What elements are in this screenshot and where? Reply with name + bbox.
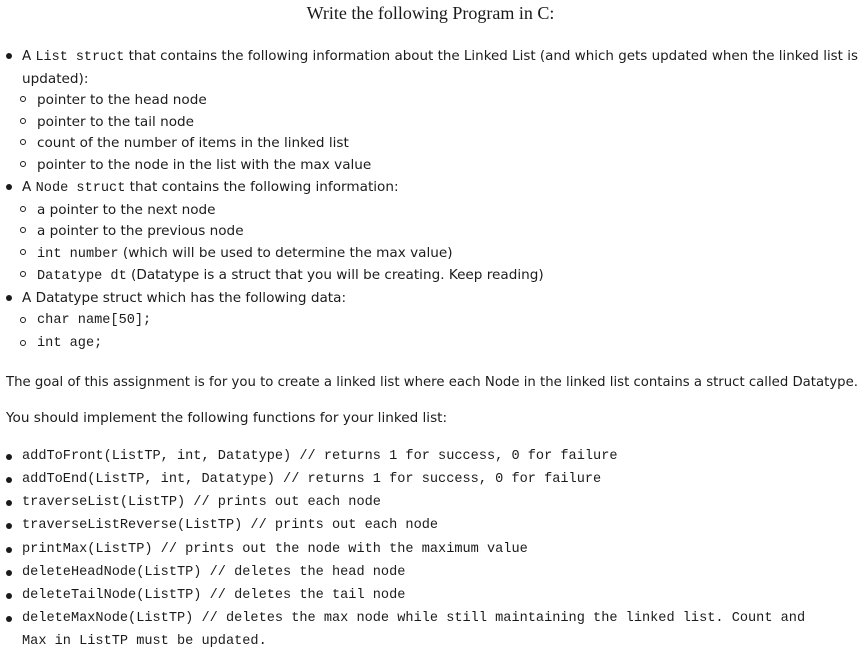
datatype-struct-line: A Datatype struct which has the following data: bbox=[22, 290, 347, 306]
function-item-continuation: Max in ListTP must be updated. bbox=[22, 634, 267, 649]
function-item: printMax(ListTP) // prints out the node with the maximum value bbox=[22, 542, 528, 557]
bullet-circle-icon bbox=[20, 271, 26, 277]
bullet-disc-icon bbox=[6, 616, 12, 622]
list-item: count of the number of items in the linked list bbox=[37, 135, 349, 151]
functions-intro: You should implement the following functions for your linked list: bbox=[6, 410, 448, 426]
list-item: a pointer to the previous node bbox=[37, 223, 244, 239]
bullet-disc-icon bbox=[6, 593, 12, 599]
page-title: Write the following Program in C: bbox=[306, 3, 555, 23]
list-struct-line1: A List struct that contains the following information about the Linked List (and which gets updated when the linked list is bbox=[22, 48, 858, 65]
bullet-disc-icon bbox=[6, 570, 12, 576]
list-item: int number (which will be used to determine the max value) bbox=[37, 245, 453, 262]
bullet-circle-icon bbox=[20, 317, 26, 323]
list-struct-line2: updated): bbox=[22, 71, 89, 87]
bullet-circle-icon bbox=[20, 249, 26, 255]
bullet-circle-icon bbox=[20, 96, 26, 102]
bullet-circle-icon bbox=[20, 206, 26, 212]
list-item: char name[50]; bbox=[37, 313, 152, 328]
function-item: traverseListReverse(ListTP) // prints out each node bbox=[22, 518, 439, 533]
bullet-disc-icon bbox=[6, 547, 12, 553]
bullet-circle-icon bbox=[20, 118, 26, 124]
bullet-disc-icon bbox=[6, 500, 12, 506]
bullet-disc-icon bbox=[6, 454, 12, 460]
list-item: pointer to the head node bbox=[37, 92, 207, 108]
function-item: deleteHeadNode(ListTP) // deletes the head node bbox=[22, 565, 406, 580]
function-item: traverseList(ListTP) // prints out each node bbox=[22, 495, 381, 510]
bullet-circle-icon bbox=[20, 340, 26, 346]
function-item: addToEnd(ListTP, int, Datatype) // returns 1 for success, 0 for failure bbox=[22, 472, 602, 487]
bullet-disc-icon bbox=[6, 523, 12, 529]
bullet-disc-icon bbox=[6, 477, 12, 483]
function-item: addToFront(ListTP, int, Datatype) // returns 1 for success, 0 for failure bbox=[22, 449, 618, 464]
list-item: pointer to the tail node bbox=[37, 114, 194, 130]
bullet-circle-icon bbox=[20, 227, 26, 233]
list-item: Datatype dt (Datatype is a struct that you will be creating. Keep reading) bbox=[37, 267, 544, 284]
list-item: a pointer to the next node bbox=[37, 202, 216, 218]
node-struct-line: A Node struct that contains the following information: bbox=[22, 179, 399, 196]
bullet-disc-icon bbox=[6, 53, 12, 59]
bullet-circle-icon bbox=[20, 161, 26, 167]
bullet-disc-icon bbox=[6, 184, 12, 190]
list-item: pointer to the node in the list with the max value bbox=[37, 157, 372, 173]
function-item: deleteMaxNode(ListTP) // deletes the max node while still maintaining the linked list. Count and bbox=[22, 611, 806, 626]
list-item: int age; bbox=[37, 336, 103, 351]
function-item: deleteTailNode(ListTP) // deletes the tail node bbox=[22, 588, 406, 603]
bullet-circle-icon bbox=[20, 139, 26, 145]
bullet-disc-icon bbox=[6, 295, 12, 301]
goal-paragraph: The goal of this assignment is for you to create a linked list where each Node in the linked list contains a struct called Datatype. bbox=[6, 374, 858, 390]
